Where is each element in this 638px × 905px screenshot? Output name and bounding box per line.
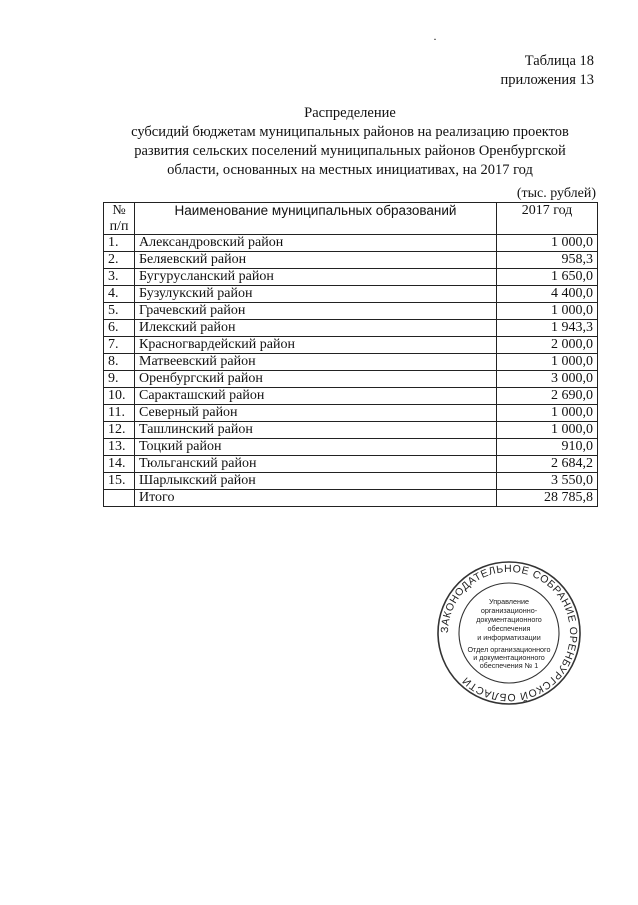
- row-value: 3 550,0: [497, 473, 598, 490]
- row-name: Александровский район: [135, 235, 497, 252]
- row-value: 910,0: [497, 439, 598, 456]
- table-row: [104, 252, 598, 269]
- header-number: [104, 203, 135, 235]
- table-row: [104, 371, 598, 388]
- stamp-inner-line: Отдел организационного: [467, 645, 551, 654]
- table-row: [104, 337, 598, 354]
- row-name: Саракташский район: [135, 388, 497, 405]
- row-number: 13.: [104, 439, 135, 456]
- row-value: 1 000,0: [497, 235, 598, 252]
- table-row: [104, 405, 598, 422]
- total-value: 28 785,8: [497, 490, 598, 507]
- row-number: 5.: [104, 303, 135, 320]
- row-number: 7.: [104, 337, 135, 354]
- row-number: 4.: [104, 286, 135, 303]
- stamp-inner-line: Управление: [489, 597, 529, 606]
- row-value: 2 690,0: [497, 388, 598, 405]
- subsidy-table: [103, 202, 598, 507]
- row-name: Оренбургский район: [135, 371, 497, 388]
- total-row: [104, 490, 598, 507]
- row-name: Шарлыкский район: [135, 473, 497, 490]
- title-line-2: субсидий бюджетам муниципальных районов на реализацию проектов: [131, 124, 569, 140]
- table-reference: [501, 52, 594, 90]
- stamp-inner-line: и информатизации: [477, 633, 541, 642]
- row-name: Илекский район: [135, 320, 497, 337]
- table-row: [104, 320, 598, 337]
- row-name: Бугурусланский район: [135, 269, 497, 286]
- row-value: 2 000,0: [497, 337, 598, 354]
- header-number-sub: п/п: [109, 218, 129, 234]
- row-number: 8.: [104, 354, 135, 371]
- table-row: [104, 439, 598, 456]
- stamp-inner-line: и документационного: [473, 653, 545, 662]
- stamp-inner-line: организационно-: [480, 606, 538, 615]
- row-number: 15.: [104, 473, 135, 490]
- row-name: Красногвардейский район: [135, 337, 497, 354]
- stamp-inner-line: документационного: [476, 615, 542, 624]
- row-name: Северный район: [135, 405, 497, 422]
- row-value: 1 000,0: [497, 405, 598, 422]
- row-value: 1 650,0: [497, 269, 598, 286]
- header-number-symbol: №: [112, 203, 126, 218]
- table-row: [104, 422, 598, 439]
- total-label: Итого: [135, 490, 497, 507]
- header-year: 2017 год: [497, 203, 598, 235]
- row-value: 958,3: [497, 252, 598, 269]
- table-row: [104, 473, 598, 490]
- row-name: Ташлинский район: [135, 422, 497, 439]
- row-value: 1 943,3: [497, 320, 598, 337]
- row-number: 9.: [104, 371, 135, 388]
- units-label: (тыс. рублей): [516, 186, 596, 201]
- row-number: 14.: [104, 456, 135, 473]
- row-name: Тоцкий район: [135, 439, 497, 456]
- row-number: 6.: [104, 320, 135, 337]
- stray-mark: ·: [433, 32, 437, 46]
- title-line-4: области, основанных на местных инициативах, на 2017 год: [167, 162, 533, 178]
- table-header-row: [104, 203, 598, 235]
- total-number: [104, 490, 135, 507]
- row-value: 3 000,0: [497, 371, 598, 388]
- table-number: Таблица 18: [524, 53, 594, 69]
- table-row: [104, 303, 598, 320]
- header-name: Наименование муниципальных образований: [135, 203, 497, 235]
- table-body: [104, 235, 598, 507]
- row-value: 2 684,2: [497, 456, 598, 473]
- stamp-inner-line: обеспечения: [487, 624, 531, 633]
- row-name: Матвеевский район: [135, 354, 497, 371]
- stamp-outer-text: ЗАКОНОДАТЕЛЬНОЕ СОБРАНИЕ ОРЕНБУРГСКОЙ ОБЛАСТИ: [438, 562, 580, 704]
- table-row: [104, 235, 598, 252]
- table-row: [104, 286, 598, 303]
- document-title: [60, 104, 638, 180]
- table-row: [104, 388, 598, 405]
- table-row: [104, 269, 598, 286]
- row-value: 1 000,0: [497, 303, 598, 320]
- table-row: [104, 456, 598, 473]
- row-number: 11.: [104, 405, 135, 422]
- row-name: Тюльганский район: [135, 456, 497, 473]
- row-number: 12.: [104, 422, 135, 439]
- row-name: Бузулукский район: [135, 286, 497, 303]
- stamp-inner-line: обеспечения № 1: [479, 661, 539, 670]
- row-number: 1.: [104, 235, 135, 252]
- official-stamp: [436, 560, 582, 706]
- row-value: 4 400,0: [497, 286, 598, 303]
- row-value: 1 000,0: [497, 354, 598, 371]
- row-number: 2.: [104, 252, 135, 269]
- table-row: [104, 354, 598, 371]
- row-name: Беляевский район: [135, 252, 497, 269]
- row-number: 3.: [104, 269, 135, 286]
- row-name: Грачевский район: [135, 303, 497, 320]
- row-number: 10.: [104, 388, 135, 405]
- title-line-3: развития сельских поселений муниципальных районов Оренбургской: [134, 143, 566, 159]
- row-value: 1 000,0: [497, 422, 598, 439]
- appendix-number: приложения 13: [500, 72, 594, 88]
- title-line-1: Распределение: [304, 105, 396, 121]
